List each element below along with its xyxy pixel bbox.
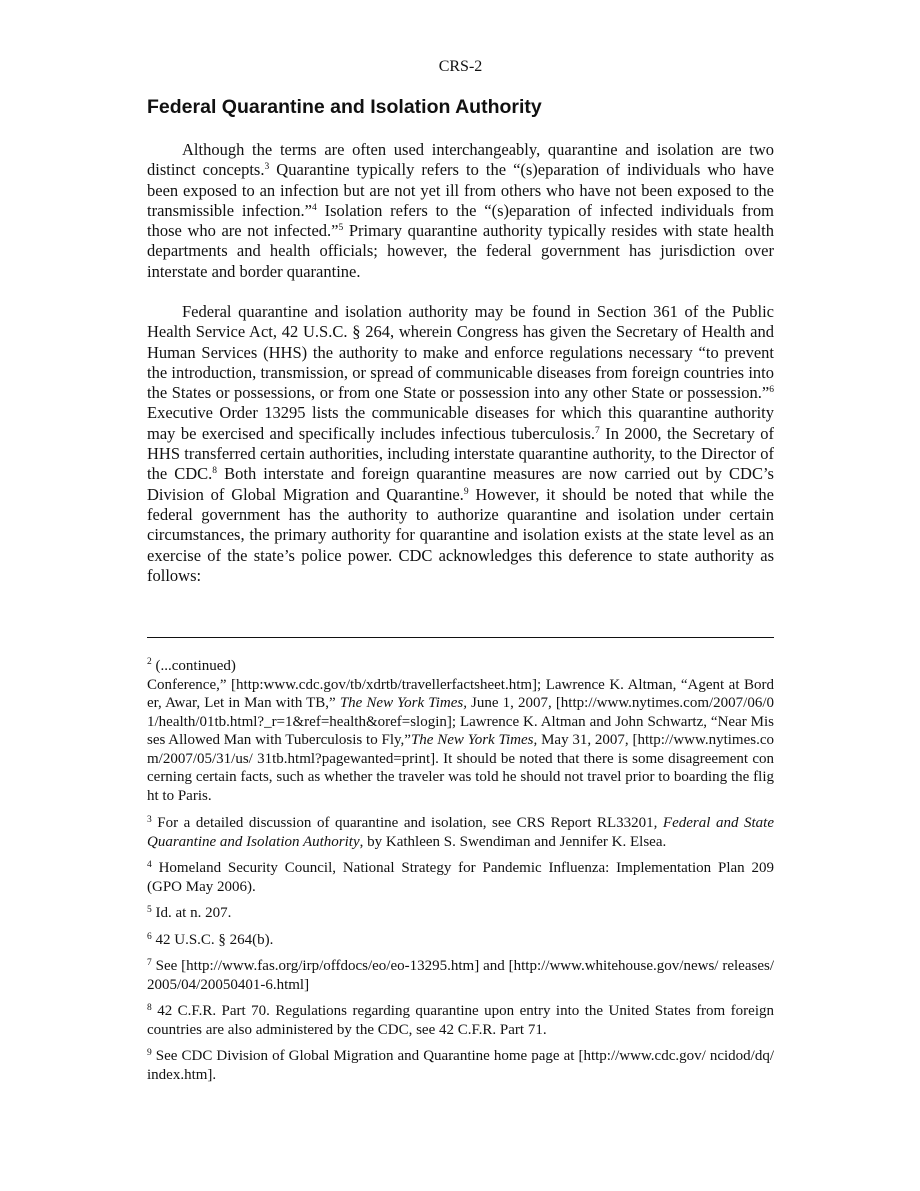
footnote-2 bbox=[147, 676, 774, 806]
footnote-number: 4 bbox=[147, 860, 152, 870]
paragraph-text: Both interstate and foreign quarantine measures are now carried out by CDC’s Division of Global Migration and Quarantine. bbox=[147, 464, 774, 504]
footnote-text: For a detailed discussion of quarantine and isolation, see CRS Report RL33201, bbox=[151, 815, 663, 831]
footnote-text: Conference,” [http:www.cdc.gov/tb/xdrtb/travellerfactsheet.htm]; Lawrence K. Altman, “Agent at Border, Awar, Let in Man with TB,” bbox=[147, 676, 774, 711]
footnote-ref-8[interactable]: 8 bbox=[212, 466, 218, 477]
publication-title: The New York Times, bbox=[339, 695, 467, 711]
footnote-text: 42 U.S.C. § 264(b). bbox=[151, 931, 274, 948]
footnote-number: 9 bbox=[147, 1048, 152, 1058]
footnote-6 bbox=[147, 931, 774, 950]
report-title: Federal and State Quarantine and Isolation Authority bbox=[147, 815, 774, 850]
footnote-8 bbox=[147, 1002, 774, 1039]
footnote-text: Homeland Security Council, National Strategy for Pandemic Influenza: Implementation Plan 209 (GPO May 2006). bbox=[147, 860, 774, 895]
publication-title: The New York Times, bbox=[410, 732, 538, 748]
footnote-text: , by Kathleen S. Swendiman and Jennifer K. Elsea. bbox=[359, 833, 667, 850]
paragraph-text: In 2000, the Secretary of HHS transferred certain authorities, including interstate quarantine authority, to the Director of the CDC. bbox=[147, 423, 774, 484]
footnote-2-continued-label bbox=[147, 657, 774, 676]
footnote-text: May 31, 2007, [http://www.nytimes.com/2007/05/31/us/ 31tb.html?pagewanted=print]. It should be noted that there is some disagreement concerning certain facts, such as whether the traveler was told he should not travel prior to boarding the flight to Paris. bbox=[147, 732, 774, 804]
paragraph-text: Executive Order 13295 lists the communicable diseases for which this quarantine authority may be exercised and specifically includes infectious tuberculosis. bbox=[147, 403, 774, 443]
section-heading: Federal Quarantine and Isolation Authority bbox=[147, 96, 542, 118]
footnote-ref-5[interactable]: 5 bbox=[338, 223, 344, 234]
footnote-number: 6 bbox=[147, 931, 152, 942]
footnote-ref-4[interactable]: 4 bbox=[312, 202, 317, 213]
footnote-number: 8 bbox=[147, 1003, 152, 1013]
body-paragraph-1 bbox=[147, 140, 774, 282]
paragraph-text: Isolation refers to the “(s)eparation of infected individuals from those who are not infected.” bbox=[147, 200, 775, 241]
footnote-4 bbox=[147, 859, 774, 896]
paragraph-text: Although the terms are often used interchangeably, quarantine and isolation are two distinct concepts. bbox=[147, 140, 774, 180]
continued-text: (...continued) bbox=[151, 658, 236, 674]
footnote-text: June 1, 2007, [http://www.nytimes.com/2007/06/01/health/01tb.html?_r=1&ref=health&oref=slogin]; Lawrence K. Altman and John Schwartz, “Near Misses Allowed Man with Tuberculosis to Fly,” bbox=[147, 695, 774, 748]
page-number: CRS-2 bbox=[438, 58, 483, 75]
paragraph-text: Federal quarantine and isolation authority may be found in Section 361 of the Public Health Service Act, 42 U.S.C. § 264, wherein Congress has given the Secretary of Health and Human Services (HHS) the authority to make and enforce regulations necessary “to prevent the introduction, transmission, or spread of communicable diseases from foreign countries into the States or possessions, or from one State or possession into any other State or possession.” bbox=[147, 302, 774, 403]
footnotes-section bbox=[147, 657, 774, 1092]
paragraph-text: However, it should be noted that while the federal government has the authority to authorize quarantine and isolation under certain circumstances, the primary authority for quarantine and isolation exists at the state level as an exercise of the state’s police power. CDC acknowledges this deference to state authority as follows: bbox=[147, 484, 774, 585]
footnote-text: See [http://www.fas.org/irp/offdocs/eo/eo-13295.htm] and [http://www.whitehouse.gov/news/ releases/2005/04/20050401-6.html] bbox=[147, 958, 774, 993]
footnote-7 bbox=[147, 957, 774, 994]
footnote-number: 7 bbox=[147, 958, 152, 968]
footnote-3 bbox=[147, 814, 774, 851]
body-paragraph-2 bbox=[147, 302, 774, 586]
footnote-ref-9[interactable]: 9 bbox=[463, 486, 469, 497]
paragraph-text: Primary quarantine authority typically resides with state health departments and health officials; however, the federal government has jurisdiction over interstate and border quarantine. bbox=[147, 221, 774, 281]
footnote-number: 5 bbox=[147, 905, 152, 915]
footnote-5 bbox=[147, 904, 774, 923]
footnote-ref-6[interactable]: 6 bbox=[769, 385, 774, 396]
footnote-text: Id. at n. 207. bbox=[151, 905, 232, 921]
footnote-number: 3 bbox=[147, 815, 152, 825]
footnote-ref-3[interactable]: 3 bbox=[264, 162, 270, 173]
footnote-divider bbox=[147, 637, 774, 638]
footnote-number: 2 bbox=[147, 657, 152, 667]
footnote-text: 42 C.F.R. Part 70. Regulations regarding quarantine upon entry into the United States from foreign countries are also administered by the CDC, see 42 C.F.R. Part 71. bbox=[147, 1003, 774, 1038]
paragraph-text: Quarantine typically refers to the “(s)eparation of individuals who have been exposed to an infection but are not yet ill from others who have not been exposed to the transmissible infection.” bbox=[147, 160, 774, 220]
footnote-text: See CDC Division of Global Migration and Quarantine home page at [http://www.cdc.gov/ ncidod/dq/index.htm]. bbox=[147, 1048, 774, 1083]
footnote-ref-7[interactable]: 7 bbox=[595, 425, 600, 436]
footnote-9 bbox=[147, 1047, 774, 1084]
